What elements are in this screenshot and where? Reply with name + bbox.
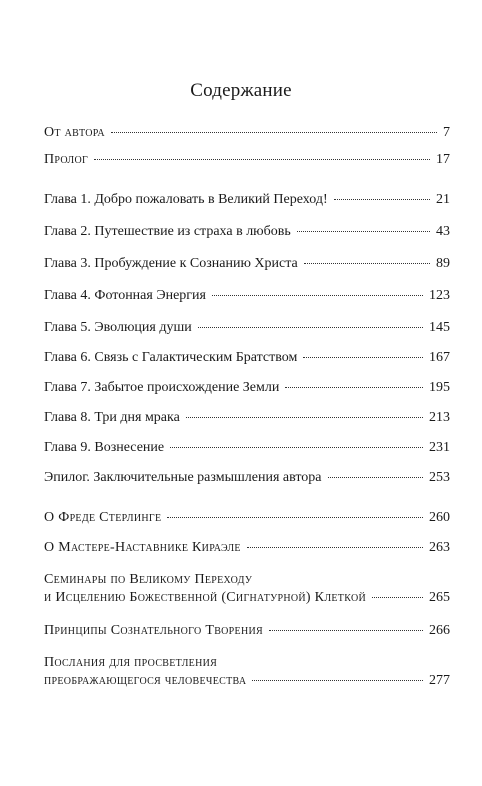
toc-entry-page: 89 xyxy=(436,256,450,271)
toc-entry-page: 253 xyxy=(429,470,450,485)
toc-entry-seminars[interactable] xyxy=(44,571,450,607)
dot-leader xyxy=(212,295,423,296)
toc-entry-page: 145 xyxy=(429,320,450,335)
toc-entry-label: Глава 1. Добро пожаловать в Великий Переход! xyxy=(44,192,328,207)
toc-entry-label: Глава 9. Вознесение xyxy=(44,440,165,455)
toc-entry-page: 195 xyxy=(429,380,450,395)
dot-leader xyxy=(304,263,430,264)
dot-leader xyxy=(94,159,430,160)
toc-entry-label: Глава 5. Эволюция души xyxy=(44,320,192,335)
toc-entry-page: 123 xyxy=(429,288,450,303)
toc-entry-page: 277 xyxy=(429,673,450,688)
toc-entry-messages[interactable] xyxy=(44,654,450,690)
dot-leader xyxy=(328,477,423,478)
toc-entry-chapter-3[interactable] xyxy=(44,255,450,273)
dot-leader xyxy=(198,327,423,328)
toc-entry-label: От автора xyxy=(44,125,105,140)
toc-entry-label: и Исцелению Божественной (Сигнатурной) Клеткой xyxy=(44,590,366,605)
toc-entry-label: Глава 3. Пробуждение к Сознанию Христа xyxy=(44,256,298,271)
toc-entry-chapter-1[interactable] xyxy=(44,191,450,209)
toc-entry-from-author[interactable] xyxy=(44,124,450,142)
toc-entry-page: 43 xyxy=(436,224,450,239)
toc-entry-page: 231 xyxy=(429,440,450,455)
toc-entry-label: Глава 2. Путешествие из страха в любовь xyxy=(44,224,291,239)
toc-entry-page: 263 xyxy=(429,540,450,555)
dot-leader xyxy=(285,387,423,388)
dot-leader xyxy=(111,132,437,133)
toc-entry-label: преображающегося человечества xyxy=(44,673,247,688)
toc-entry-chapter-6[interactable] xyxy=(44,349,450,367)
toc-entry-page: 17 xyxy=(436,152,450,167)
toc-entry-label: Глава 6. Связь с Галактическим Братством xyxy=(44,350,298,365)
dot-leader xyxy=(170,447,423,448)
toc-entry-label: О Фреде Стерлинге xyxy=(44,510,162,525)
dot-leader xyxy=(334,199,430,200)
toc-entry-about-kiraael[interactable] xyxy=(44,539,450,557)
toc-entry-label: Пролог xyxy=(44,152,89,167)
toc-entry-principles[interactable] xyxy=(44,622,450,640)
toc-entry-label: О Мастере-Наставнике Кираэле xyxy=(44,540,241,555)
toc-entry-label: Глава 4. Фотонная Энергия xyxy=(44,288,206,303)
toc-entry-page: 213 xyxy=(429,410,450,425)
toc-entry-about-fred-sterling[interactable] xyxy=(44,509,450,527)
dot-leader xyxy=(297,231,430,232)
toc-entry-label: Глава 8. Три дня мрака xyxy=(44,410,180,425)
toc-entry-epilogue[interactable] xyxy=(44,469,450,487)
toc-entry-chapter-7[interactable] xyxy=(44,379,450,397)
toc-entry-chapter-8[interactable] xyxy=(44,409,450,427)
toc-entry-prologue[interactable] xyxy=(44,151,450,169)
toc-title: Содержание xyxy=(190,80,292,101)
dot-leader xyxy=(167,517,423,518)
toc-entry-label: Принципы Сознательного Творения xyxy=(44,623,263,638)
dot-leader xyxy=(247,547,423,548)
toc-entry-chapter-2[interactable] xyxy=(44,223,450,241)
toc-entry-page: 260 xyxy=(429,510,450,525)
dot-leader xyxy=(252,680,423,681)
toc-entry-page: 167 xyxy=(429,350,450,365)
toc-entry-chapter-9[interactable] xyxy=(44,439,450,457)
toc-entry-chapter-5[interactable] xyxy=(44,319,450,337)
toc-entry-chapter-4[interactable] xyxy=(44,287,450,305)
dot-leader xyxy=(372,597,423,598)
dot-leader xyxy=(186,417,423,418)
toc-entry-page: 266 xyxy=(429,623,450,638)
toc-entry-page: 265 xyxy=(429,590,450,605)
toc-entry-label-line-1: Семинары по Великому Переходу xyxy=(44,572,253,587)
toc-entry-label-line-1: Послания для просветления xyxy=(44,655,218,670)
toc-entry-page: 21 xyxy=(436,192,450,207)
toc-entry-label: Эпилог. Заключительные размышления автора xyxy=(44,470,322,485)
toc-entry-label: Глава 7. Забытое происхождение Земли xyxy=(44,380,280,395)
table-of-contents xyxy=(44,0,450,786)
dot-leader xyxy=(269,630,423,631)
dot-leader xyxy=(303,357,423,358)
toc-entry-page: 7 xyxy=(443,125,450,140)
